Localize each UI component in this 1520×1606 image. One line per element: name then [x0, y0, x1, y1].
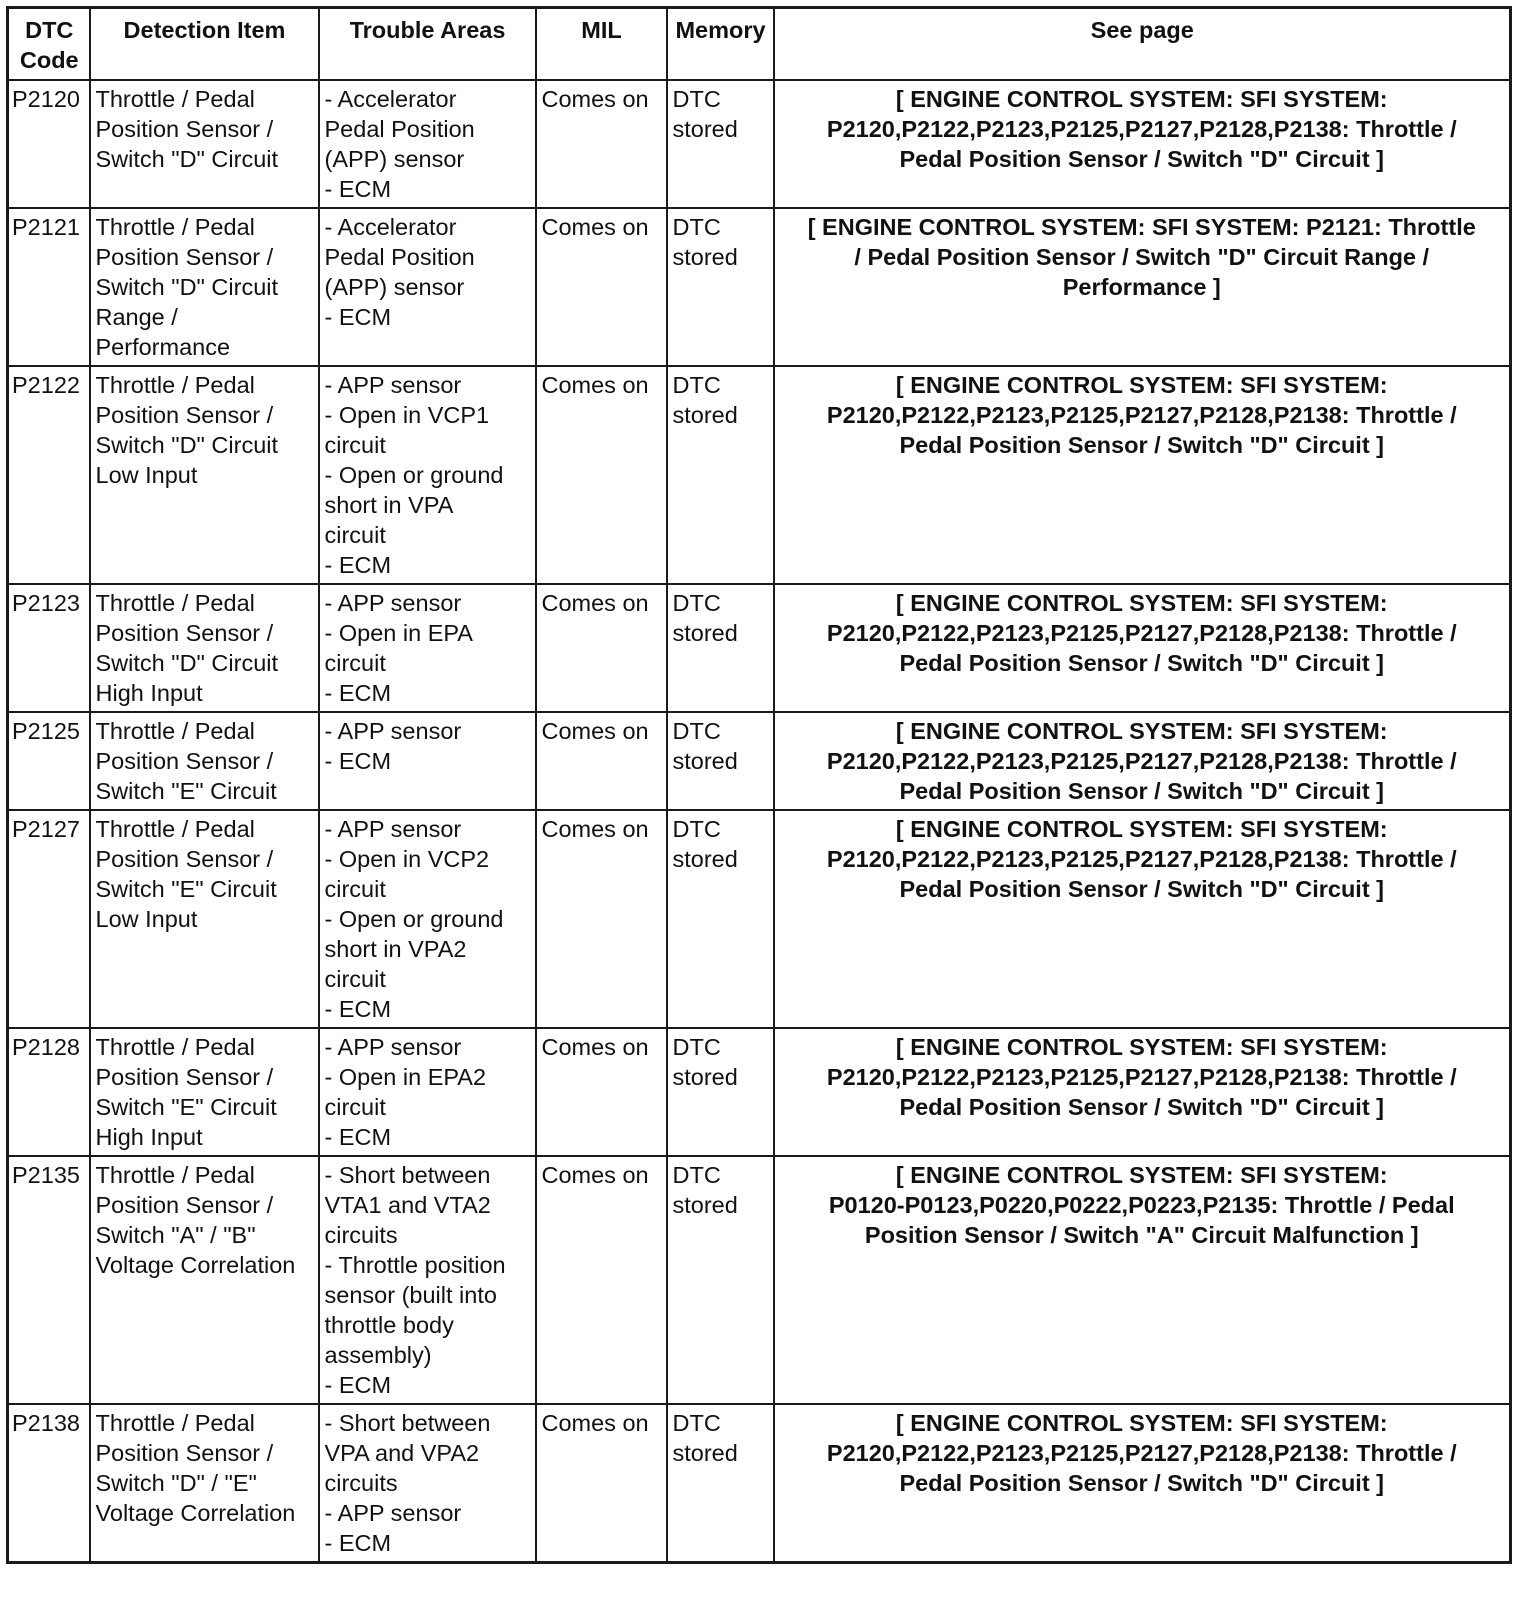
mil-status: Comes on: [536, 810, 667, 1028]
see-page-link[interactable]: [ ENGINE CONTROL SYSTEM: SFI SYSTEM: P2120,P2122,P2123,P2125,P2127,P2128,P2138: Throttle / Pedal Position Sensor / Switch "D" Circuit ]: [774, 366, 1511, 584]
see-page-link[interactable]: [ ENGINE CONTROL SYSTEM: SFI SYSTEM: P2120,P2122,P2123,P2125,P2127,P2128,P2138: Throttle / Pedal Position Sensor / Switch "D" Circuit ]: [774, 1404, 1511, 1563]
trouble-areas: - Short between VPA and VPA2 circuits - APP sensor - ECM: [319, 1404, 536, 1563]
dtc-code: P2120: [8, 80, 90, 208]
dtc-code: P2138: [8, 1404, 90, 1563]
mil-status: Comes on: [536, 1404, 667, 1563]
table-row: [8, 810, 1511, 1028]
memory-status: DTC stored: [667, 584, 774, 712]
trouble-areas: - APP sensor - Open in EPA2 circuit - ECM: [319, 1028, 536, 1156]
mil-status: Comes on: [536, 80, 667, 208]
table-row: [8, 1156, 1511, 1404]
see-page-link[interactable]: [ ENGINE CONTROL SYSTEM: SFI SYSTEM: P2120,P2122,P2123,P2125,P2127,P2128,P2138: Throttle / Pedal Position Sensor / Switch "D" Circuit ]: [774, 810, 1511, 1028]
detection-item: Throttle / Pedal Position Sensor / Switch "E" Circuit Low Input: [90, 810, 319, 1028]
detection-item: Throttle / Pedal Position Sensor / Switch "D" Circuit Range / Performance: [90, 208, 319, 366]
memory-status: DTC stored: [667, 80, 774, 208]
mil-status: Comes on: [536, 208, 667, 366]
table-row: [8, 1404, 1511, 1563]
memory-status: DTC stored: [667, 366, 774, 584]
header-dtc-code: DTC Code: [8, 8, 90, 81]
memory-status: DTC stored: [667, 1156, 774, 1404]
mil-status: Comes on: [536, 712, 667, 810]
header-see-page: See page: [774, 8, 1511, 81]
trouble-areas: - Accelerator Pedal Position (APP) sensor - ECM: [319, 80, 536, 208]
detection-item: Throttle / Pedal Position Sensor / Switch "D" Circuit High Input: [90, 584, 319, 712]
memory-status: DTC stored: [667, 712, 774, 810]
trouble-areas: - APP sensor - Open in VCP1 circuit - Open or ground short in VPA circuit - ECM: [319, 366, 536, 584]
dtc-code: P2123: [8, 584, 90, 712]
table-header: [8, 8, 1511, 81]
header-detection-item: Detection Item: [90, 8, 319, 81]
header-mil: MIL: [536, 8, 667, 81]
trouble-areas: - APP sensor - Open in VCP2 circuit - Open or ground short in VPA2 circuit - ECM: [319, 810, 536, 1028]
table-row: [8, 712, 1511, 810]
see-page-link[interactable]: [ ENGINE CONTROL SYSTEM: SFI SYSTEM: P2120,P2122,P2123,P2125,P2127,P2128,P2138: Throttle / Pedal Position Sensor / Switch "D" Circuit ]: [774, 584, 1511, 712]
see-page-link[interactable]: [ ENGINE CONTROL SYSTEM: SFI SYSTEM: P2121: Throttle / Pedal Position Sensor / Switch "D" Circuit Range / Performance ]: [774, 208, 1511, 366]
table-row: [8, 366, 1511, 584]
dtc-code: P2121: [8, 208, 90, 366]
detection-item: Throttle / Pedal Position Sensor / Switch "D" Circuit: [90, 80, 319, 208]
header-trouble-areas: Trouble Areas: [319, 8, 536, 81]
memory-status: DTC stored: [667, 208, 774, 366]
table-row: [8, 584, 1511, 712]
dtc-code: P2135: [8, 1156, 90, 1404]
see-page-link[interactable]: [ ENGINE CONTROL SYSTEM: SFI SYSTEM: P2120,P2122,P2123,P2125,P2127,P2128,P2138: Throttle / Pedal Position Sensor / Switch "D" Circuit ]: [774, 1028, 1511, 1156]
mil-status: Comes on: [536, 1028, 667, 1156]
mil-status: Comes on: [536, 1156, 667, 1404]
dtc-table: [6, 6, 1512, 1564]
header-row: [8, 8, 1511, 81]
table-row: [8, 80, 1511, 208]
dtc-code: P2122: [8, 366, 90, 584]
detection-item: Throttle / Pedal Position Sensor / Switch "D" Circuit Low Input: [90, 366, 319, 584]
trouble-areas: - Accelerator Pedal Position (APP) sensor - ECM: [319, 208, 536, 366]
dtc-code: P2127: [8, 810, 90, 1028]
trouble-areas: - Short between VTA1 and VTA2 circuits - Throttle position sensor (built into throttle body assembly) - ECM: [319, 1156, 536, 1404]
detection-item: Throttle / Pedal Position Sensor / Switch "E" Circuit: [90, 712, 319, 810]
memory-status: DTC stored: [667, 810, 774, 1028]
memory-status: DTC stored: [667, 1404, 774, 1563]
table-body: [8, 80, 1511, 1563]
see-page-link[interactable]: [ ENGINE CONTROL SYSTEM: SFI SYSTEM: P2120,P2122,P2123,P2125,P2127,P2128,P2138: Throttle / Pedal Position Sensor / Switch "D" Circuit ]: [774, 712, 1511, 810]
header-memory: Memory: [667, 8, 774, 81]
mil-status: Comes on: [536, 366, 667, 584]
see-page-link[interactable]: [ ENGINE CONTROL SYSTEM: SFI SYSTEM: P0120-P0123,P0220,P0222,P0223,P2135: Throttle / Pedal Position Sensor / Switch "A" Circuit Malfunction ]: [774, 1156, 1511, 1404]
see-page-link[interactable]: [ ENGINE CONTROL SYSTEM: SFI SYSTEM: P2120,P2122,P2123,P2125,P2127,P2128,P2138: Throttle / Pedal Position Sensor / Switch "D" Circuit ]: [774, 80, 1511, 208]
dtc-code: P2125: [8, 712, 90, 810]
dtc-code: P2128: [8, 1028, 90, 1156]
table-row: [8, 1028, 1511, 1156]
memory-status: DTC stored: [667, 1028, 774, 1156]
mil-status: Comes on: [536, 584, 667, 712]
detection-item: Throttle / Pedal Position Sensor / Switch "D" / "E" Voltage Correlation: [90, 1404, 319, 1563]
detection-item: Throttle / Pedal Position Sensor / Switch "A" / "B" Voltage Correlation: [90, 1156, 319, 1404]
detection-item: Throttle / Pedal Position Sensor / Switch "E" Circuit High Input: [90, 1028, 319, 1156]
trouble-areas: - APP sensor - ECM: [319, 712, 536, 810]
table-row: [8, 208, 1511, 366]
trouble-areas: - APP sensor - Open in EPA circuit - ECM: [319, 584, 536, 712]
